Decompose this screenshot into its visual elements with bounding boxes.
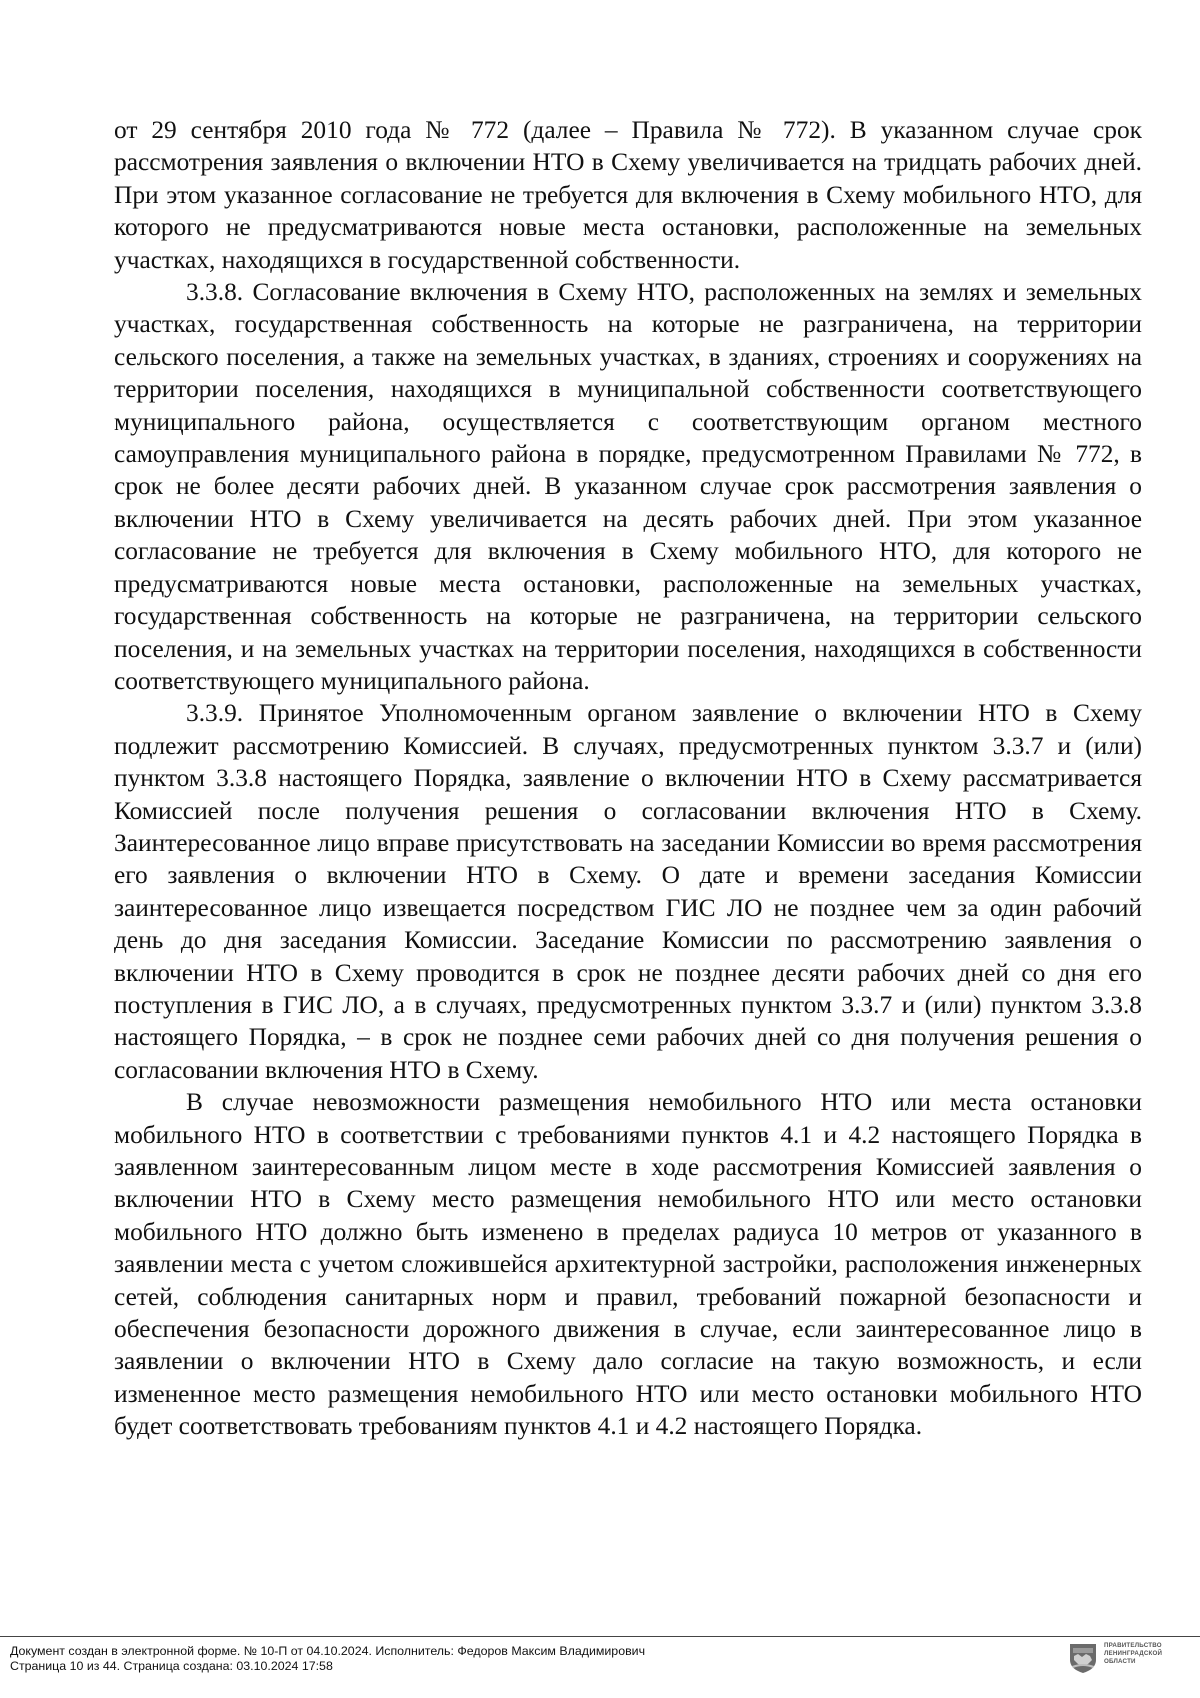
footer-page-info: Страница 10 из 44. Страница создана: 03.10.2024 17:58 — [10, 1659, 333, 1673]
footer-divider — [0, 1636, 1200, 1637]
document-body — [114, 114, 1142, 1443]
logo-text-line-3: ОБЛАСТИ — [1104, 1658, 1136, 1665]
document-footer — [10, 1644, 1010, 1674]
paragraph-relocation: В случае невозможности размещения немобильного НТО или места остановки мобильного НТО в соответствии с требованиями пунктов 4.1 и 4.2 настоящего Порядка в заявленном заинтересованным лицом месте в ходе рассмотрения Комиссией заявления о включении НТО в Схему место размещения немобильного НТО или место остановки мобильного НТО должно быть изменено в пределах радиуса 10 метров от указанного в заявлении места с учетом сложившейся архитектурной застройки, расположения инженерных сетей, соблюдения санитарных норм и правил, требований пожарной безопасности и обеспечения безопасности дорожного движения в случае, если заинтересованное лицо в заявлении о включении НТО в Схему дало согласие на такую возможность, и если измененное место размещения немобильного НТО или место остановки мобильного НТО будет соответствовать требованиям пунктов 4.1 и 4.2 настоящего Порядка. — [114, 1088, 1142, 1441]
government-logo — [1068, 1640, 1196, 1680]
paragraph-continuation: от 29 сентября 2010 года № 772 (далее – Правила № 772). В указанном случае срок рассмотрения заявления о включении НТО в Схему увеличивается на тридцать рабочих дней. При этом указанное согласование не требуется для включения в Схему мобильного НТО, для которого не предусматриваются новые места остановки, расположенные на земельных участках, находящихся в государственной собственности. — [114, 116, 1142, 274]
government-logo-text — [1104, 1642, 1196, 1666]
footer-document-info: Документ создан в электронной форме. № 10-П от 04.10.2024. Исполнитель: Федоров Максим Владимирович — [10, 1644, 646, 1658]
coat-of-arms-icon — [1068, 1642, 1098, 1674]
logo-text-line-1: ПРАВИТЕЛЬСТВО — [1104, 1642, 1162, 1649]
logo-text-line-2: ЛЕНИНГРАДСКОЙ — [1104, 1650, 1163, 1657]
paragraph-3-3-9: 3.3.9. Принятое Уполномоченным органом заявление о включении НТО в Схему подлежит рассмотрению Комиссией. В случаях, предусмотренных пунктом 3.3.7 и (или) пунктом 3.3.8 настоящего Порядка, заявление о включении НТО в Схему рассматривается Комиссией после получения решения о согласовании включения НТО в Схему. Заинтересованное лицо вправе присутствовать на заседании Комиссии во время рассмотрения его заявления о включении НТО в Схему. О дате и времени заседания Комиссии заинтересованное лицо извещается посредством ГИС ЛО не позднее чем за один рабочий день до дня заседания Комиссии. Заседание Комиссии по рассмотрению заявления о включении НТО в Схему проводится в срок не позднее десяти рабочих дней со дня его поступления в ГИС ЛО, а в случаях, предусмотренных пунктом 3.3.7 и (или) пунктом 3.3.8 настоящего Порядка, – в срок не позднее семи рабочих дней со дня получения решения о согласовании включения НТО в Схему. — [114, 699, 1142, 1084]
paragraph-3-3-8: 3.3.8. Согласование включения в Схему НТО, расположенных на землях и земельных участках, государственная собственность на которые не разграничена, на территории сельского поселения, а также на земельных участках, в зданиях, строениях и сооружениях на территории поселения, находящихся в муниципальной собственности соответствующего муниципального района, осуществляется с соответствующим органом местного самоуправления муниципального района в порядке, предусмотренном Правилами № 772, в срок не более десяти рабочих дней. В указанном случае срок рассмотрения заявления о включении НТО в Схему увеличивается на десять рабочих дней. При этом указанное согласование не требуется для включения в Схему мобильного НТО, для которого не предусматриваются новые места остановки, расположенные на земельных участках, государственная собственность на которые не разграничена, на территории сельского поселения, и на земельных участках на территории поселения, находящихся в собственности соответствующего муниципального района. — [114, 278, 1142, 695]
